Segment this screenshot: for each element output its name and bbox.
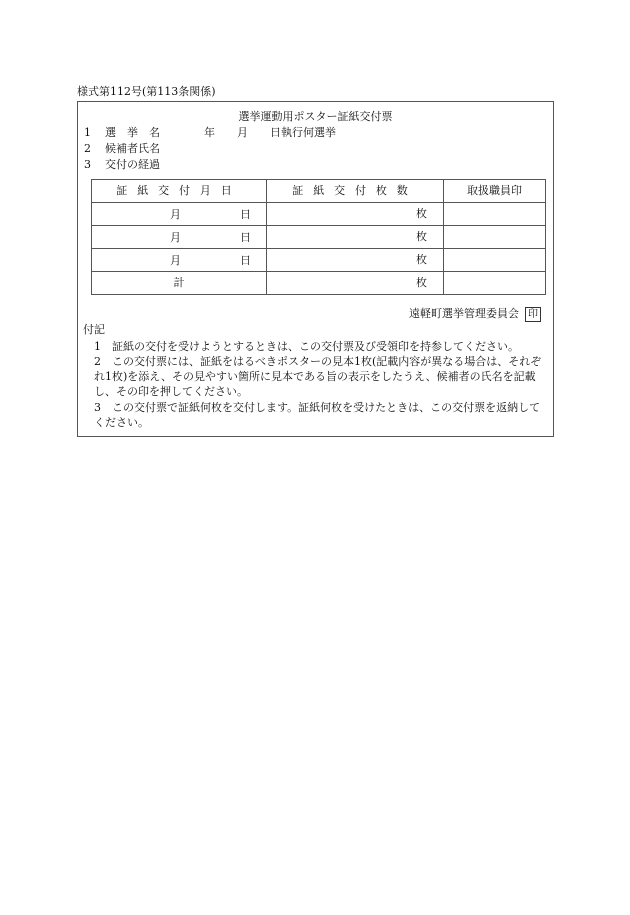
note-text: この交付票で証紙何枚を交付します。証紙何枚を受けたときは、この交付票を返納してください。 <box>94 401 541 429</box>
table-row <box>92 249 546 272</box>
notes-heading: 付記 <box>83 323 105 336</box>
table-row <box>92 226 546 249</box>
count-cell[interactable]: 枚 <box>267 203 444 226</box>
table-total-row <box>92 272 546 295</box>
header-issue-date: 証紙交付月日 <box>92 180 267 203</box>
date-cell[interactable] <box>92 203 267 226</box>
item-number: 2 <box>84 142 91 155</box>
item-number: 1 <box>84 126 91 139</box>
count-cell[interactable]: 枚 <box>267 226 444 249</box>
item-label: 候補者氏名 <box>105 142 160 155</box>
table-header-row <box>92 180 546 203</box>
month-label: 月 <box>170 254 181 267</box>
month-label: 月 <box>170 231 181 244</box>
form-number-label: 様式第112号(第113条関係) <box>77 85 216 98</box>
date-cell[interactable] <box>92 226 267 249</box>
note-text: この交付票には、証紙をはるべきポスターの見本1枚(記載内容が異なる場合は、それぞれ1枚)を添え、その見やすい箇所に見本である旨の表示をしたうえ、候補者の氏名を記載し、その印を押してください。 <box>94 355 542 398</box>
seal-cell[interactable] <box>444 249 546 272</box>
total-count-cell[interactable]: 枚 <box>267 272 444 295</box>
item-label: 交付の経過 <box>105 158 160 171</box>
seal-mark: 印 <box>525 307 541 322</box>
item-candidate-name <box>84 142 160 156</box>
day-label: 日 <box>240 231 251 244</box>
total-label: 計 <box>92 272 267 295</box>
note-item <box>94 354 548 399</box>
month-label: 月 <box>170 208 181 221</box>
committee-signature <box>409 307 541 322</box>
voucher-frame <box>77 101 554 437</box>
item-number: 3 <box>84 158 91 171</box>
note-text: 証紙の交付を受けようとするときは、この交付票及び受領印を持参してください。 <box>112 340 519 353</box>
count-cell[interactable]: 枚 <box>267 249 444 272</box>
header-issue-count: 証紙交付枚数 <box>267 180 444 203</box>
committee-name: 遠軽町選挙管理委員会 <box>409 307 519 320</box>
document-title: 選挙運動用ポスター証紙交付票 <box>238 110 393 123</box>
header-staff-seal: 取扱職員印 <box>444 180 546 203</box>
note-number: 2 <box>94 355 101 368</box>
note-number: 1 <box>94 340 101 353</box>
item-election-name <box>84 126 336 140</box>
issue-table <box>91 179 546 295</box>
note-item <box>94 400 548 430</box>
seal-cell[interactable] <box>444 203 546 226</box>
item-label: 選 挙 名 <box>105 126 160 139</box>
date-cell[interactable] <box>92 249 267 272</box>
item-issue-history <box>84 158 160 172</box>
total-seal-cell[interactable] <box>444 272 546 295</box>
note-item <box>94 339 548 354</box>
election-date-text: 年 月 日執行何選挙 <box>204 126 336 139</box>
note-number: 3 <box>94 401 101 414</box>
day-label: 日 <box>240 254 251 267</box>
day-label: 日 <box>240 208 251 221</box>
seal-cell[interactable] <box>444 226 546 249</box>
table-row <box>92 203 546 226</box>
